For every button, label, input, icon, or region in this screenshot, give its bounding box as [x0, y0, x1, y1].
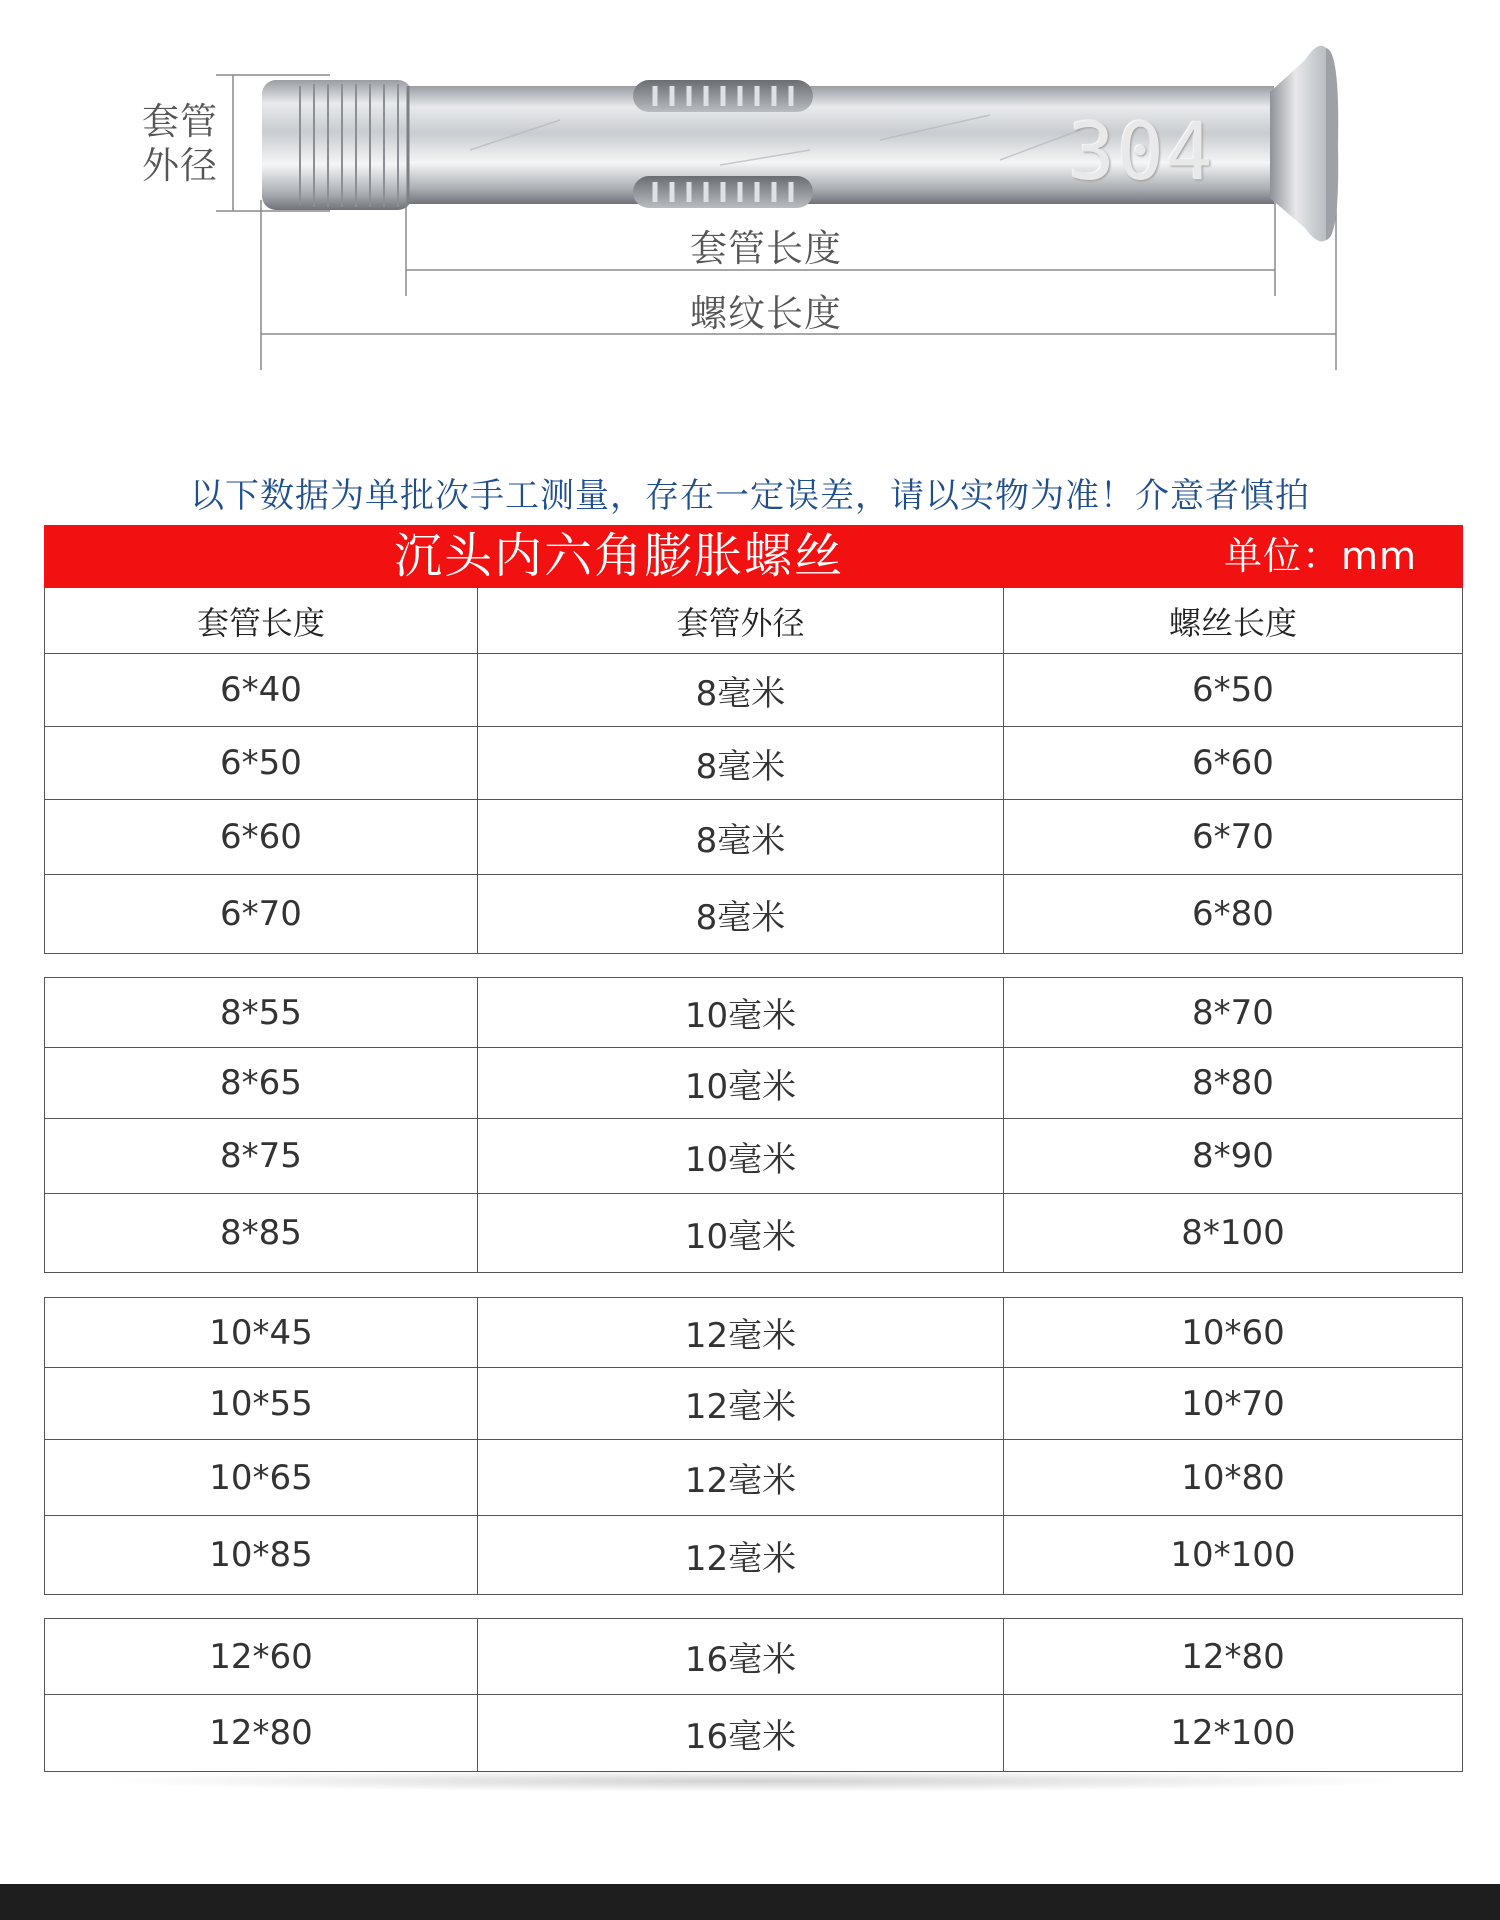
cell-sleeve-od: 8毫米	[478, 727, 1004, 799]
cell-sleeve-od: 12毫米	[478, 1368, 1004, 1439]
cell-sleeve-od: 10毫米	[478, 978, 1004, 1047]
table-row	[44, 1047, 1463, 1118]
cell-sleeve-od: 8毫米	[478, 875, 1004, 953]
anchor-bolt-illustration	[0, 0, 1500, 400]
cell-sleeve-length: 10*55	[45, 1368, 478, 1439]
cell-screw-length: 8*100	[1181, 1213, 1285, 1253]
table-row	[44, 1118, 1463, 1193]
cell-sleeve-od: 8毫米	[478, 654, 1004, 726]
table-row	[44, 726, 1463, 799]
table-row	[44, 653, 1463, 726]
table-row	[44, 1367, 1463, 1439]
table-row	[44, 1193, 1463, 1273]
cell-sleeve-length: 6*50	[45, 727, 478, 799]
cell-sleeve-length: 8*85	[45, 1194, 478, 1272]
cell-screw-length: 6*50	[1192, 670, 1274, 710]
cell-sleeve-od: 10毫米	[478, 1119, 1004, 1193]
table-shadow	[90, 1770, 1420, 1792]
footer-image-strip	[0, 1884, 1500, 1920]
sleeve-length-label: 套管长度	[690, 227, 842, 270]
outer-diameter-label: 套管外径	[142, 100, 218, 187]
cell-sleeve-length: 10*45	[45, 1298, 478, 1367]
cell-sleeve-length: 6*40	[45, 654, 478, 726]
cell-sleeve-length: 12*80	[45, 1695, 478, 1771]
header-sleeve-length: 套管长度	[45, 588, 478, 653]
cell-sleeve-length: 8*65	[45, 1048, 478, 1118]
table-header-row	[44, 588, 1463, 653]
cell-sleeve-length: 10*65	[45, 1440, 478, 1515]
cell-screw-length: 6*80	[1192, 894, 1274, 934]
cell-sleeve-length: 10*85	[45, 1516, 478, 1594]
table-row	[44, 1297, 1463, 1367]
table-title-bar	[44, 525, 1463, 588]
header-screw-length: 螺丝长度	[1168, 603, 1297, 642]
cell-sleeve-length: 12*60	[45, 1619, 478, 1694]
thread-end	[262, 80, 412, 210]
cell-screw-length: 10*100	[1170, 1535, 1296, 1575]
product-diagram	[0, 0, 1500, 400]
table-row	[44, 799, 1463, 874]
table-row	[44, 1439, 1463, 1515]
cell-sleeve-od: 16毫米	[478, 1695, 1004, 1771]
cell-screw-length: 8*90	[1192, 1136, 1274, 1176]
spec-table	[44, 525, 1463, 1757]
countersunk-head	[1270, 46, 1338, 242]
cell-sleeve-od: 10毫米	[478, 1194, 1004, 1272]
table-row	[44, 1515, 1463, 1595]
cell-sleeve-length: 8*55	[45, 978, 478, 1047]
cell-screw-length: 10*80	[1181, 1457, 1285, 1498]
cell-sleeve-od: 12毫米	[478, 1298, 1004, 1367]
cell-screw-length: 6*60	[1192, 743, 1274, 783]
cell-screw-length: 8*80	[1192, 1063, 1274, 1103]
table-row	[44, 874, 1463, 954]
measurement-notice: 以下数据为单批次手工测量，存在一定误差，请以实物为准！介意者慎拍	[190, 476, 1310, 516]
unit-label: 单位：mm	[1223, 534, 1417, 578]
cell-sleeve-od: 16毫米	[478, 1619, 1004, 1694]
table-row	[44, 1618, 1463, 1694]
table-row	[44, 977, 1463, 1047]
cell-sleeve-length: 8*75	[45, 1119, 478, 1193]
cell-sleeve-od: 10毫米	[478, 1048, 1004, 1118]
cell-screw-length: 12*100	[1170, 1713, 1296, 1753]
cell-screw-length: 10*70	[1181, 1383, 1285, 1424]
cell-screw-length: 12*80	[1181, 1636, 1285, 1677]
header-sleeve-od: 套管外径	[478, 588, 1004, 653]
cell-sleeve-length: 6*60	[45, 800, 478, 874]
table-title: 沉头内六角膨胀螺丝	[393, 528, 844, 584]
cell-screw-length: 10*60	[1181, 1312, 1285, 1353]
table-row	[44, 1694, 1463, 1772]
thread-length-label: 螺纹长度	[690, 292, 842, 335]
cell-sleeve-od: 12毫米	[478, 1516, 1004, 1594]
cell-screw-length: 8*70	[1192, 992, 1274, 1033]
cell-screw-length: 6*70	[1192, 817, 1274, 857]
grade-mark: 304	[1068, 108, 1215, 198]
cell-sleeve-length: 6*70	[45, 875, 478, 953]
cell-sleeve-od: 8毫米	[478, 800, 1004, 874]
cell-sleeve-od: 12毫米	[478, 1440, 1004, 1515]
